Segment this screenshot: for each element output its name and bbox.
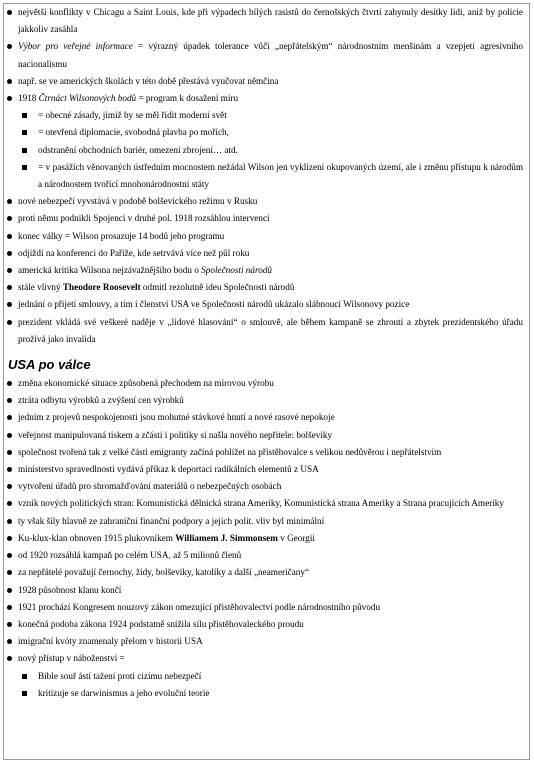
bullet-icon	[7, 79, 12, 84]
sub-list-item: = v pasážích věnovaných ústředním mocnostem nežádal Wilson jen vyklizení okupovaných území, ale i změnu přístupu k národům a národnostem tvořící mnohonárodnostní státy	[4, 159, 529, 193]
bullet-icon	[7, 536, 12, 541]
square-bullet-icon	[22, 674, 27, 679]
list-item: nový přístup v náboženství =	[4, 650, 529, 667]
bullet-icon	[7, 268, 12, 273]
bullet-icon	[7, 398, 12, 403]
bullet-icon	[7, 251, 12, 256]
list-item: proti němu podnikli Spojenci v druhé pol. 1918 rozsáhlou intervenci	[4, 210, 529, 227]
square-bullet-icon	[22, 148, 27, 153]
list-item: např. se ve amerických školách v této době přestává vyučovat němčina	[4, 73, 529, 90]
list-item: odjíždí na konferenci do Paříže, kde setrvává více než půl roku	[4, 245, 529, 262]
bullet-icon	[7, 285, 12, 290]
bullet-icon	[7, 216, 12, 221]
list-item: největší konflikty v Chicagu a Saint Louis, kde při výpadech bílých rasistů do černošských čtvrtí zahynuly desítky lidí, aniž by policie jakkoliv zasáhla	[4, 4, 529, 38]
list-item: 1928 působnost klanu končí	[4, 582, 529, 599]
bullet-icon	[7, 381, 12, 386]
bullet-icon	[7, 553, 12, 558]
bullet-icon	[7, 96, 12, 101]
list-item: společnost tvořená tak z velké části emigranty začíná pohlížet na přistěhovalce s velikou nedůvěrou i nepřátelstvím	[4, 444, 529, 461]
bullet-icon	[7, 433, 12, 438]
section2-list	[4, 375, 529, 702]
square-bullet-icon	[22, 130, 27, 135]
sub-list-item: Bible souř ástí tažení proti cizímu nebezpečí	[4, 668, 529, 685]
bullet-icon	[7, 467, 12, 472]
list-item: jedním z projevů nespokojenosti jsou mohutné stávkové hnutí a nové rasové nepokoje	[4, 409, 529, 426]
bullet-icon	[7, 639, 12, 644]
list-item: veřejnost manipulovaná tiskem a zčásti i politiky si našla nového nepřítele: bolševiky	[4, 427, 529, 444]
list-item: ztráta odbytu výrobků a zvýšení cen výrobků	[4, 392, 529, 409]
bullet-icon	[7, 501, 12, 506]
list-item: od 1920 rozsáhlá kampaň po celém USA, až 5 milionů členů	[4, 547, 529, 564]
list-item: stále vlivný Theodore Roosevelt odmítl rezolutně ideu Společnosti národů	[4, 279, 529, 296]
sub-list-item: = obecné zásady, jimiž by se měl řídit moderní svět	[4, 107, 529, 124]
bullet-icon	[7, 320, 12, 325]
bullet-icon	[7, 450, 12, 455]
bullet-icon	[7, 234, 12, 239]
list-item: ty však šíly hlavně ze zahraniční finanční podpory a jejich polit. vliv byl minimální	[4, 513, 529, 530]
bullet-icon	[7, 570, 12, 575]
section-heading: USA po válce	[8, 357, 91, 373]
list-item: vytvoření úřadů pro shromažďování materiálů o nebezpečných osobách	[4, 478, 529, 495]
list-item: Ku-klux-klan obnoven 1915 plukovníkem Williamem J. Simmonsem v Georgii	[4, 530, 529, 547]
bullet-icon	[7, 622, 12, 627]
list-item: Výbor pro veřejné informace = výrazný úpadek tolerance vůči „nepřátelským“ národnostním menšinám a vzepjetí agresivního nacionalismu	[4, 38, 529, 72]
list-item: americká kritika Wilsona nejzávažnějšího bodu o Společnosti národů	[4, 262, 529, 279]
sub-list-item: = otevřená diplomacie, svobodná plavba po mořích,	[4, 124, 529, 141]
list-item: prezident vkládá své veškeré naděje v „lidové hlasování“ o smlouvě, ale během kampaně se zhroutí a zbytek prezidentského úřadu prožívá jako invalida	[4, 314, 529, 348]
bullet-icon	[7, 415, 12, 420]
bullet-icon	[7, 519, 12, 524]
list-item: změna ekonomické situace způsobená přechodem na mírovou výrobu	[4, 375, 529, 392]
bullet-icon	[7, 605, 12, 610]
list-item: za nepřátelé považují černochy, židy, bolševiky, katolíky a další „neameričany“	[4, 564, 529, 581]
bullet-icon	[7, 588, 12, 593]
sub-list-item: odstranění obchodních bariér, omezení zbrojení… atd.	[4, 142, 529, 159]
section1-list	[4, 4, 529, 348]
bullet-icon	[7, 10, 12, 15]
bullet-icon	[7, 484, 12, 489]
list-item: 1918 Čtrnáct Wilsonových bodů = program k dosažení míru	[4, 90, 529, 107]
list-item: 1921 prochází Kongresem nouzový zákon omezující přistěhovalectví podle národnostního původu	[4, 599, 529, 616]
square-bullet-icon	[22, 165, 27, 170]
bullet-icon	[7, 199, 12, 204]
bullet-icon	[7, 656, 12, 661]
list-item: konec války = Wilson prosazuje 14 bodů jeho programu	[4, 228, 529, 245]
list-item: nové nebezpečí vyvstává v podobě bolševického režimu v Rusku	[4, 193, 529, 210]
square-bullet-icon	[22, 691, 27, 696]
list-item: imigrační kvóty znamenaly přelom v historii USA	[4, 633, 529, 650]
list-item: konečná podoba zákona 1924 podstatně snížila sílu přistěhovaleckého proudu	[4, 616, 529, 633]
document-page	[3, 3, 530, 760]
list-item: jednání o přijetí smlouvy, a tím i členství USA ve Společnosti národů ukázalo slábnoucí Wilsonovy pozice	[4, 296, 529, 313]
list-item: vznik nových politických stran: Komunistická dělnická strana Ameriky, Komunistická strana Ameriky a Strana pracujících Ameriky	[4, 495, 529, 512]
list-item: ministerstvo spravedlnosti vydává příkaz k deportaci radikálních elementů z USA	[4, 461, 529, 478]
sub-list-item: kritizuje se darwinismus a jeho evoluční teorie	[4, 685, 529, 702]
bullet-icon	[7, 44, 12, 49]
bullet-icon	[7, 302, 12, 307]
square-bullet-icon	[22, 113, 27, 118]
